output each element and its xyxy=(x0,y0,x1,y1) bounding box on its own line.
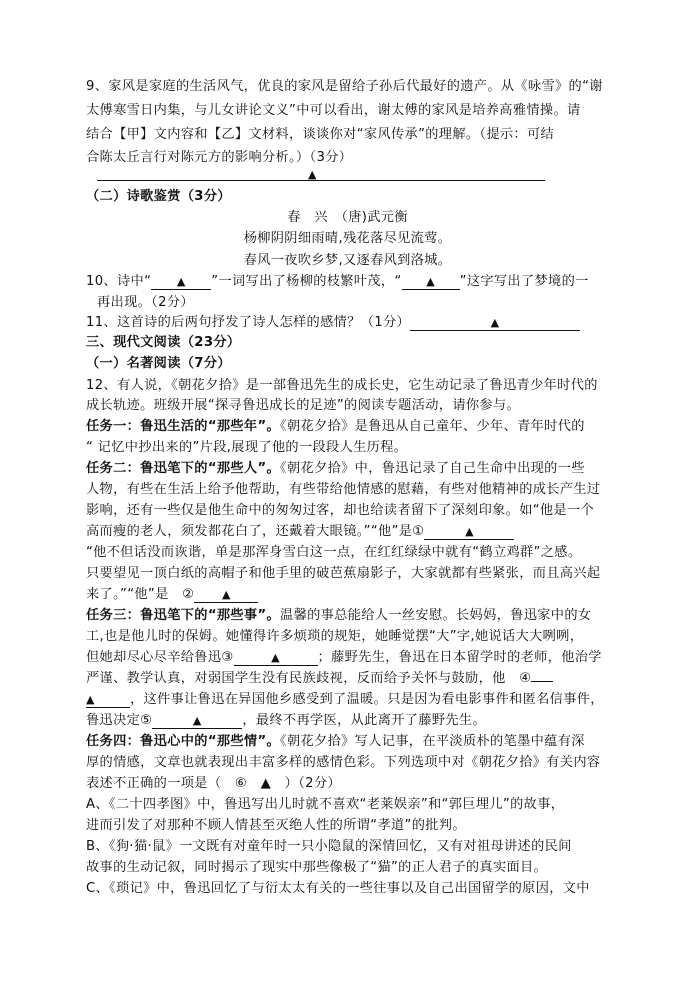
sub-heading-classic-reading: （一）名著阅读（7分） xyxy=(86,356,231,371)
task2-line-4 xyxy=(86,522,514,542)
answer-mark: ▲ xyxy=(221,588,231,601)
q9-line-2: 太傅寒雪日内集，与儿女讲论文义”中可以看出，谢太傅的家风是培养高雅情操。请 xyxy=(86,103,581,118)
answer-mark: ▲ xyxy=(192,714,202,727)
q10-blank-1[interactable] xyxy=(151,274,211,290)
option-b-line-2: 故事的生动记叙，同时揭示了现实中那些像极了“猫”的正人君子的真实面目。 xyxy=(86,860,548,875)
task3-line-6 xyxy=(86,711,486,731)
task1-label: 任务一：鲁迅生活的“那些年”。 xyxy=(86,419,281,434)
answer-mark: ▲ xyxy=(176,275,186,288)
q11-line xyxy=(86,313,580,333)
q9-line-3: 结合【甲】文内容和【乙】文材料，谈谈你对“家风传承”的理解。（提示：可结 xyxy=(86,127,555,142)
q9-line-1: 9、家风是家庭的生活风气，优良的家风是留给子孙后代最好的遗产。从《咏雪》的“谢 xyxy=(86,79,603,94)
q10-line-1 xyxy=(86,272,589,292)
q12-line-1: 12、有人说，《朝花夕拾》是一部鲁迅先生的成长史，它生动记录了鲁迅青少年时代的 xyxy=(86,378,598,393)
task2-text-1: 《朝花夕拾》中，鲁迅记录了自己生命中出现的一些 xyxy=(280,461,585,476)
task1-text-1: 《朝花夕拾》是鲁迅从自己童年、少年、青年时代的 xyxy=(280,419,585,434)
task3-text-3b: ；藤野先生，鲁迅在日本留学时的老师，他治学 xyxy=(317,650,602,665)
poem-line-1: 杨柳阴阴细雨晴,残花落尽见流莺。 xyxy=(243,231,452,246)
q12-line-2: 成长轨迹。班级开展“探寻鲁迅成长的足迹”的阅读专题活动，请你参与。 xyxy=(86,398,521,413)
task3-text-4: 严谨、教学认真，对弱国学生没有民族歧视，反而给予关怀与鼓励，他 ④ xyxy=(86,671,532,686)
blank-4[interactable] xyxy=(86,692,130,708)
q11-text: 11、这首诗的后两句抒发了诗人怎样的感情？（1分） xyxy=(86,315,411,330)
task4-label: 任务四：鲁迅心中的“那些情”。 xyxy=(86,734,281,749)
q10-line-2: 再出现。（2分） xyxy=(97,295,194,310)
option-b-line-1: B、《狗·猫·鼠》一文既有对童年时一只小隐鼠的深情回忆，又有对祖母讲述的民间 xyxy=(86,839,572,854)
q11-blank[interactable] xyxy=(410,315,580,331)
task3-line-2: 工,也是他儿时的保姆。她懂得许多烦琐的规矩，她睡觉摆“大”字,她说话大大咧咧， xyxy=(86,629,584,644)
task2-line-6: 只要望见一顶白纸的高帽子和他手里的破芭蕉扇影子，大家就都有些紧张，而且高兴起 xyxy=(86,566,601,581)
task2-line-3: 影响，还有一些仅是他生命中的匆匆过客，却也给读者留下了深刻印象。如“他是一个 xyxy=(86,503,595,518)
blank-1[interactable] xyxy=(424,524,514,540)
section-heading-modern-reading: 三、现代文阅读（23分） xyxy=(86,335,241,350)
answer-mark: ▲ xyxy=(86,693,95,706)
task3-text-6b: ，最终不再学医，从此离开了藤野先生。 xyxy=(242,713,487,728)
task3-text-5: ，这件事让鲁迅在异国他乡感受到了温暖。只是因为看电影事件和匿名信事件， xyxy=(130,692,604,707)
poem-title: 春 兴 （唐)武元衡 xyxy=(287,210,408,225)
task3-label: 任务三：鲁迅笔下的“那些事”。 xyxy=(86,608,281,623)
task2-line-1 xyxy=(86,459,585,479)
task3-line-1 xyxy=(86,606,591,626)
option-a-line-2: 进而引发了对那种不顾人情甚至灭绝人性的所谓“孝道”的批判。 xyxy=(86,818,466,833)
task2-line-5: “他不但话没而诙谐，单是那浑身雪白这一点，在红红绿绿中就有“鹤立鸡群”之感。 xyxy=(86,545,582,560)
q10-text-b: ”一词写出了杨柳的枝繁叶茂，“ xyxy=(211,274,402,289)
task3-text-3a: 但她却尽心尽辛给鲁迅③ xyxy=(86,650,234,665)
task4-line-2: 厚的情感，文章也就表现出丰富多样的感情色彩。下列选项中对《朝花夕拾》有关内容 xyxy=(86,755,601,770)
answer-mark: ▲ xyxy=(271,651,280,664)
task2-line-7 xyxy=(86,585,258,605)
answer-mark: ▲ xyxy=(465,525,474,538)
task2-label: 任务二：鲁迅笔下的“那些人”。 xyxy=(86,461,281,476)
task1-line-1 xyxy=(86,417,585,437)
section-heading-poetry: （二）诗歌鉴赏（3分） xyxy=(86,189,231,204)
blank-3[interactable] xyxy=(234,650,318,666)
task4-line-3: 表述不正确的一项是（ ⑥ ▲ ）（2分） xyxy=(86,776,341,791)
q10-blank-2[interactable] xyxy=(402,274,460,290)
task2-text-4: 高而瘦的老人，须发都花白了，还戴着大眼镜。”“他”是① xyxy=(86,524,425,539)
q9-line-4: 合陈太丘言行对陈元方的影响分析。）（3分） xyxy=(86,150,353,165)
blank-5[interactable] xyxy=(152,713,242,729)
task3-line-4 xyxy=(86,669,553,689)
task4-text-1: 《朝花夕拾》写人记事，在平淡质朴的笔墨中蕴有深 xyxy=(280,734,585,749)
task3-text-6a: 鲁迅决定⑤ xyxy=(86,713,153,728)
blank-4-start[interactable] xyxy=(531,681,553,682)
task2-line-2: 人物，有些在生活上给予他帮助，有些带给他情感的慰藉，有些对他精神的成长产生过 xyxy=(86,482,601,497)
q10-text-c: ”这字写出了梦境的一 xyxy=(459,274,589,289)
task3-line-5 xyxy=(86,690,604,710)
poem-line-2: 春风一夜吹乡梦,又逐春风到洛城。 xyxy=(243,253,452,268)
answer-mark: ▲ xyxy=(426,275,436,288)
answer-mark: ▲ xyxy=(308,168,317,181)
option-c-line-1: C、《琐记》中，鲁迅回忆了与衍太太有关的一些往事以及自己出国留学的原因，文中 xyxy=(86,881,590,896)
task3-line-3 xyxy=(86,648,602,668)
q9-answer-line[interactable] xyxy=(97,180,545,181)
answer-mark: ▲ xyxy=(490,316,500,329)
blank-2[interactable] xyxy=(194,587,258,603)
task2-text-7: 来了。”“他”是 ② xyxy=(86,587,195,602)
task1-line-2: “ 记忆中抄出来的”片段,展现了他的一段段人生历程。 xyxy=(86,440,408,455)
task4-line-1 xyxy=(86,732,585,752)
option-a-line-1: A、《二十四孝图》中，鲁迅写出儿时就不喜欢“老莱娱亲”和“郭巨埋儿”的故事， xyxy=(86,797,565,812)
task3-text-1: 温馨的事总能给人一丝安慰。长妈妈，鲁迅家中的女 xyxy=(280,608,592,623)
q10-text-a: 10、诗中“ xyxy=(86,274,152,289)
